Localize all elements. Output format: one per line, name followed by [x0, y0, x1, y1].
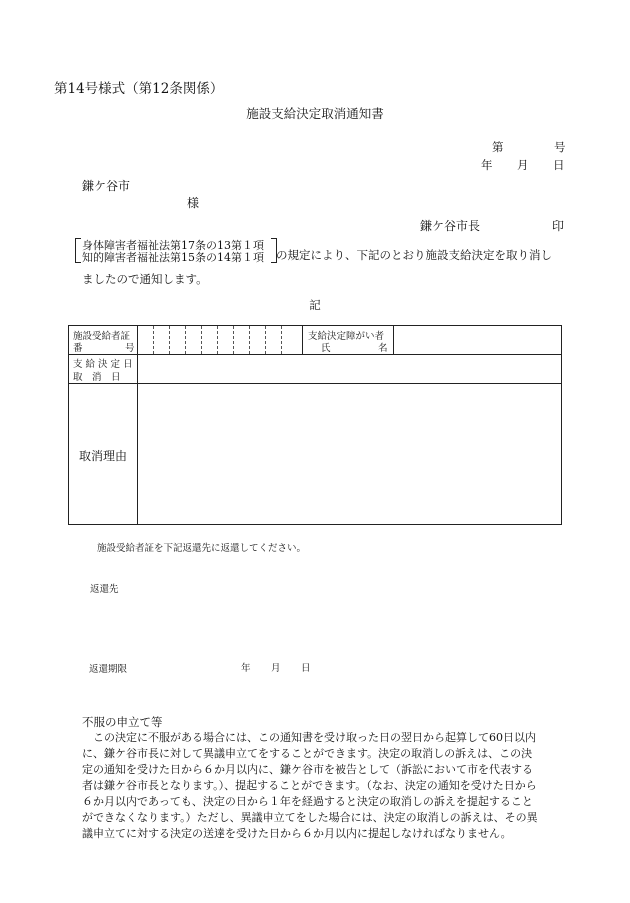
objection-line-6: ができなくなります。）ただし、異議申立てをした場合には、決定の取消しの訴えは、その異	[82, 811, 538, 824]
addressee: 鎌ケ谷市	[82, 179, 131, 193]
cert-label-2b: 号	[125, 343, 135, 354]
return-notice: 施設受給者証を下記返還先に返還してください。	[97, 543, 307, 554]
table-row-reason	[69, 383, 561, 524]
person-label-2b: 名	[378, 343, 388, 354]
date-day: 日	[553, 158, 565, 172]
form-number: 第14号様式（第12条関係）	[54, 81, 224, 97]
cancel-date-label-1: 支 給 決 定 日	[73, 359, 133, 370]
honorific: 様	[187, 196, 200, 210]
cert-label-1: 施設受給者証	[73, 331, 131, 342]
issuer-name: 鎌ケ谷市長	[420, 219, 481, 233]
number-suffix: 号	[554, 140, 566, 154]
table-row-cancel-date	[69, 354, 561, 384]
ki-heading: 記	[309, 298, 321, 312]
cert-label-2a: 番	[73, 343, 83, 354]
objection-line-1: この決定に不服がある場合には、この通知書を受け取った日の翌日から起算して60日以内	[82, 731, 536, 744]
body-text-line1: の規定により、下記のとおり施設支給決定を取り消し	[276, 248, 552, 262]
objection-line-5: ６か月以内であっても、決定の日から１年を経過すると決定の取消しの訴えを提起すること	[82, 795, 533, 808]
law-ref-intellectual: 知的障害者福祉法第15条の14第１項	[82, 251, 264, 264]
document-title: 施設支給決定取消通知書	[246, 106, 384, 121]
objection-line-4: 者は鎌ケ谷市長となります。）、提起することができます。（なお、決定の通知を受けた日から	[82, 779, 537, 792]
reason-label: 取消理由	[79, 449, 128, 463]
body-text-line2: ましたので通知します。	[82, 272, 208, 286]
cancel-date-label-2: 取 消 日	[73, 372, 121, 383]
seal-mark: 印	[552, 219, 565, 233]
return-deadline-label: 返還期限	[89, 664, 128, 675]
deadline-month: 月	[271, 663, 281, 674]
deadline-year: 年	[241, 663, 251, 674]
return-to-label: 返還先	[90, 584, 119, 595]
objection-line-3: 定の通知を受けた日から６か月以内に、鎌ケ谷市を被告として（訴訟において市を代表する	[82, 763, 533, 776]
law-reference-bracket	[75, 238, 275, 262]
table-row-certificate	[69, 326, 561, 355]
person-label-1: 支給決定障がい者	[308, 331, 385, 342]
objection-line-2: に、鎌ケ谷市長に対して異議申立てをすることができます。決定の取消しの訴えは、この決	[82, 747, 533, 760]
deadline-day: 日	[301, 663, 311, 674]
number-prefix: 第	[492, 140, 504, 154]
date-month: 月	[517, 158, 529, 172]
objection-line-7: 議申立てに対する決定の送達を受けた日から６か月以内に提起しなければなりません。	[82, 827, 512, 840]
law-ref-physical: 身体障害者福祉法第17条の13第１項	[82, 239, 264, 252]
objection-heading: 不服の申立て等	[82, 715, 163, 729]
date-year: 年	[481, 158, 493, 172]
person-label-2a: 氏	[321, 343, 331, 354]
details-table	[68, 325, 562, 525]
